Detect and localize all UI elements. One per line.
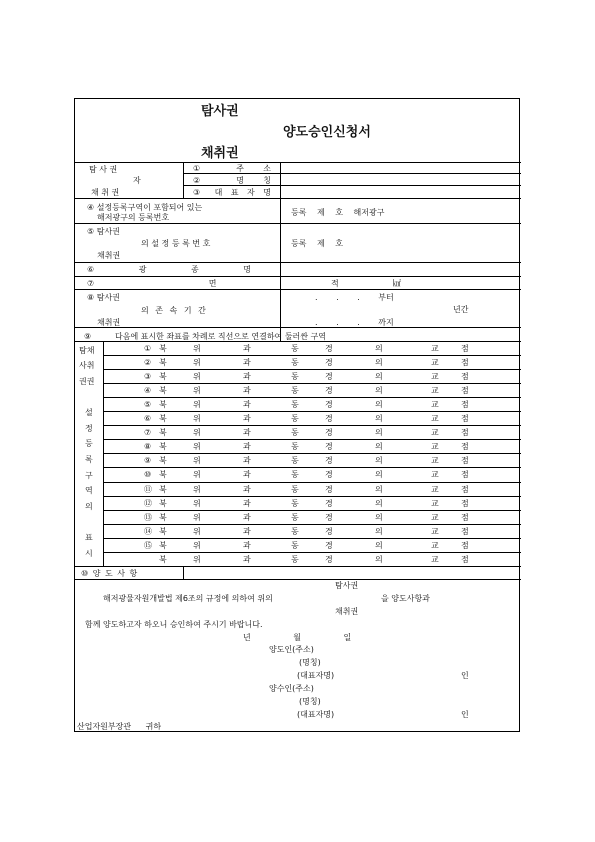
statement-line1-end: 을 양도사항과 — [381, 594, 430, 603]
side-label-char: 정 — [85, 424, 93, 433]
coord-word: 의 — [375, 456, 383, 466]
coord-word: 의 — [375, 358, 383, 368]
coord-word: 점 — [461, 358, 469, 368]
coord-word: 의 — [375, 498, 383, 508]
coord-word: 북 — [159, 428, 167, 438]
coord-word: 의 — [375, 484, 383, 494]
coord-word: 의 — [375, 344, 383, 353]
transferor-name: (명칭) — [299, 658, 321, 667]
rule — [103, 425, 521, 426]
coord-word: 경 — [325, 554, 333, 564]
coord-point-number: ⑧ — [144, 442, 152, 452]
coord-word: 동 — [291, 484, 299, 494]
coord-word: 과 — [243, 498, 251, 508]
row4-value: 등록 제 호 해저광구 — [291, 208, 385, 217]
coord-word: 북 — [159, 386, 167, 396]
rule — [75, 262, 521, 263]
coord-word: 점 — [461, 372, 469, 382]
coord-word: 동 — [291, 372, 299, 382]
row7-unit: ㎢ — [393, 279, 401, 288]
coord-word: 과 — [243, 540, 251, 550]
row4-label-line1: ④ 설정등록구역이 포함되어 있는 — [87, 203, 203, 212]
coord-word: 점 — [461, 526, 469, 536]
coord-word: 교 — [431, 344, 439, 353]
coord-word: 북 — [159, 526, 167, 536]
rule — [75, 566, 521, 567]
coord-point-number: ⑨ — [144, 456, 152, 466]
holder-label-suffix: 자 — [133, 176, 141, 185]
coord-point-number: ④ — [144, 386, 152, 396]
coord-word: 동 — [291, 456, 299, 466]
coord-word: 동 — [291, 442, 299, 452]
coord-word: 의 — [375, 526, 383, 536]
rule — [103, 397, 521, 398]
side-label-char: 의 — [85, 502, 93, 511]
coord-word: 교 — [431, 456, 439, 466]
coord-word: 의 — [375, 428, 383, 438]
coord-word: 위 — [193, 456, 201, 466]
coord-word: 경 — [325, 470, 333, 480]
side-label-char: 표 — [85, 533, 93, 542]
coord-word: 경 — [325, 456, 333, 466]
coord-word: 과 — [243, 344, 251, 353]
coord-word: 북 — [159, 512, 167, 522]
coord-word: 경 — [325, 400, 333, 410]
coord-word: 교 — [431, 372, 439, 382]
coord-point-number: ② — [144, 358, 152, 368]
transferor-address: 양도인(주소) — [269, 645, 314, 654]
coord-word: 점 — [461, 442, 469, 452]
rule — [103, 369, 521, 370]
transferor-seal: 인 — [461, 671, 469, 680]
coord-word: 의 — [375, 554, 383, 564]
rule — [103, 453, 521, 454]
rule — [183, 173, 521, 174]
coord-word: 과 — [243, 484, 251, 494]
coord-word: 교 — [431, 428, 439, 438]
field-address: ① 주 소 — [193, 164, 271, 173]
coord-word: 점 — [461, 400, 469, 410]
row5-label-line3: 채취권 — [97, 251, 121, 260]
side-label-char: 등 — [85, 439, 93, 448]
coord-word: 동 — [291, 498, 299, 508]
row8-label-line2: 의 존 속 기 간 — [141, 306, 206, 315]
statement-type-exploration: 탐사권 — [335, 581, 359, 590]
row4-label-line2: 해저광구의 등록번호 — [97, 213, 170, 222]
coord-word: 교 — [431, 470, 439, 480]
rule — [75, 198, 521, 199]
coord-word: 위 — [193, 344, 201, 353]
coord-word: 위 — [193, 442, 201, 452]
title-type-exploration: 탐사권 — [201, 104, 239, 119]
coord-word: 의 — [375, 540, 383, 550]
coord-word: 점 — [461, 386, 469, 396]
row9-number: ⑨ — [84, 332, 92, 341]
rule — [183, 566, 184, 579]
rule — [103, 467, 521, 468]
coord-word: 위 — [193, 540, 201, 550]
coord-word: 북 — [159, 442, 167, 452]
coord-word: 과 — [243, 358, 251, 368]
coord-word: 동 — [291, 358, 299, 368]
coord-word: 경 — [325, 358, 333, 368]
coord-word: 교 — [431, 554, 439, 564]
coord-word: 북 — [159, 540, 167, 550]
rule — [103, 411, 521, 412]
holder-label-extraction: 채 취 권 — [91, 188, 120, 197]
coord-word: 경 — [325, 386, 333, 396]
statement-type-extraction: 채취권 — [335, 607, 359, 616]
row9-heading: 다음에 표시한 좌표를 차례로 직선으로 연결하여 둘러싼 구역 — [115, 332, 326, 341]
row8-value-years: 년간 — [453, 305, 469, 314]
row7-label: ⑦ 면 적 — [87, 279, 339, 288]
coord-word: 경 — [325, 442, 333, 452]
coord-word: 점 — [461, 414, 469, 424]
row8-label-line3: 채취권 — [97, 318, 121, 327]
coord-word: 동 — [291, 540, 299, 550]
coord-word: 점 — [461, 484, 469, 494]
coord-word: 점 — [461, 470, 469, 480]
coord-word: 경 — [325, 512, 333, 522]
row8-label-line1: ⑧ 탐사권 — [87, 293, 120, 302]
coord-word: 경 — [325, 526, 333, 536]
coord-word: 북 — [159, 344, 167, 353]
row5-label-line1: ⑤ 탐사권 — [87, 227, 120, 236]
row8-value-from: . . . 부터 — [315, 293, 394, 302]
side-label-char: 시 — [85, 549, 93, 558]
coord-word: 과 — [243, 470, 251, 480]
coord-word: 동 — [291, 400, 299, 410]
coord-word: 위 — [193, 512, 201, 522]
coord-point-number: ⑮ — [144, 540, 152, 550]
coord-point-number: ⑫ — [144, 498, 152, 508]
coord-word: 교 — [431, 414, 439, 424]
transferee-representative: (대표자명) — [297, 710, 335, 719]
coord-word: 북 — [159, 358, 167, 368]
coord-word: 점 — [461, 554, 469, 564]
coord-word: 경 — [325, 540, 333, 550]
rule — [75, 341, 521, 342]
coord-word: 교 — [431, 512, 439, 522]
coord-word: 북 — [159, 498, 167, 508]
rule — [75, 223, 521, 224]
coord-word: 동 — [291, 526, 299, 536]
coord-word: 교 — [431, 484, 439, 494]
side-label-char: 구 — [85, 471, 93, 480]
rule — [103, 341, 104, 566]
coord-word: 위 — [193, 358, 201, 368]
transferee-name: (명칭) — [299, 697, 321, 706]
coord-word: 의 — [375, 512, 383, 522]
rule — [75, 289, 521, 290]
side-label-char: 록 — [85, 455, 93, 464]
coord-word: 경 — [325, 372, 333, 382]
coord-word: 점 — [461, 540, 469, 550]
coord-word: 위 — [193, 400, 201, 410]
coord-word: 위 — [193, 554, 201, 564]
coord-point-number: ⑭ — [144, 526, 152, 536]
rule — [103, 439, 521, 440]
title-type-extraction: 채취권 — [201, 146, 239, 161]
coord-word: 교 — [431, 526, 439, 536]
coord-word: 의 — [375, 400, 383, 410]
coord-word: 의 — [375, 414, 383, 424]
coord-word: 교 — [431, 400, 439, 410]
coord-word: 위 — [193, 526, 201, 536]
rule — [280, 162, 281, 198]
coord-word: 교 — [431, 540, 439, 550]
rule — [75, 579, 521, 580]
coord-word: 점 — [461, 512, 469, 522]
row5-value: 등록 제 호 — [291, 239, 343, 248]
rule — [103, 383, 521, 384]
side-label-char: 탐채 — [79, 346, 95, 355]
coord-word: 의 — [375, 386, 383, 396]
coord-word: 북 — [159, 414, 167, 424]
form-title: 양도승인신청서 — [283, 125, 371, 140]
rule — [103, 355, 521, 356]
coord-word: 교 — [431, 358, 439, 368]
rule — [75, 327, 521, 328]
coord-word: 동 — [291, 554, 299, 564]
row5-label-line2: 의 설 정 등 록 번 호 — [141, 239, 211, 248]
coord-point-number: ⑪ — [144, 484, 152, 494]
rule — [103, 510, 521, 511]
coord-word: 위 — [193, 372, 201, 382]
coord-word: 위 — [193, 414, 201, 424]
coord-point-number: ⑦ — [144, 428, 152, 438]
coord-word: 동 — [291, 344, 299, 353]
coord-word: 의 — [375, 442, 383, 452]
coord-point-number: ③ — [144, 372, 152, 382]
rule — [103, 482, 521, 483]
coord-word: 점 — [461, 456, 469, 466]
coord-word: 북 — [159, 372, 167, 382]
coord-word: 북 — [159, 470, 167, 480]
coord-word: 북 — [159, 484, 167, 494]
coord-word: 동 — [291, 512, 299, 522]
rule — [75, 276, 521, 277]
transferee-address: 양수인(주소) — [269, 684, 314, 693]
statement-date: 년 월 일 — [243, 633, 352, 642]
coord-word: 경 — [325, 484, 333, 494]
coord-word: 과 — [243, 512, 251, 522]
field-name: ② 명 칭 — [193, 176, 271, 185]
coord-word: 동 — [291, 428, 299, 438]
rule — [75, 162, 521, 163]
coord-word: 과 — [243, 456, 251, 466]
coord-point-number: ⑥ — [144, 414, 152, 424]
coord-word: 과 — [243, 554, 251, 564]
coord-word: 의 — [375, 470, 383, 480]
rule — [103, 538, 521, 539]
coord-word: 교 — [431, 386, 439, 396]
coord-point-number: ⑬ — [144, 512, 152, 522]
row10-label: ⑩ 양 도 사 항 — [81, 569, 138, 578]
side-label-char: 역 — [85, 486, 93, 495]
row8-value-until: . . . 까지 — [315, 318, 394, 327]
recipient: 산업자원부장관 귀하 — [77, 722, 162, 731]
field-representative: ③ 대 표 자 명 — [193, 188, 271, 197]
coord-word: 과 — [243, 372, 251, 382]
coord-word: 북 — [159, 456, 167, 466]
coord-word: 점 — [461, 428, 469, 438]
coord-word: 과 — [243, 428, 251, 438]
coord-word: 점 — [461, 344, 469, 353]
coord-word: 과 — [243, 526, 251, 536]
coord-word: 동 — [291, 414, 299, 424]
statement-line2: 함께 양도하고자 하오니 승인하여 주시기 바랍니다. — [85, 620, 263, 629]
coord-word: 의 — [375, 372, 383, 382]
coord-word: 교 — [431, 498, 439, 508]
coord-word: 점 — [461, 498, 469, 508]
side-label-char: 설 — [85, 408, 93, 417]
coord-word: 위 — [193, 428, 201, 438]
rule — [280, 198, 281, 341]
transferee-seal: 인 — [461, 710, 469, 719]
holder-label-exploration: 탐 사 권 — [89, 165, 118, 174]
coord-word: 위 — [193, 484, 201, 494]
coord-word: 경 — [325, 498, 333, 508]
coord-word: 경 — [325, 344, 333, 353]
coord-point-number: ① — [144, 344, 152, 353]
side-label-char: 사취 — [79, 361, 95, 370]
statement-line1: 해저광물자원개발법 제6조의 규정에 의하여 위의 — [103, 594, 273, 603]
row6-label: ⑥ 광 종 명 — [87, 265, 251, 274]
coord-word: 경 — [325, 428, 333, 438]
application-form — [74, 98, 520, 732]
coord-point-number: ⑤ — [144, 400, 152, 410]
coord-word: 북 — [159, 554, 167, 564]
coord-word: 과 — [243, 386, 251, 396]
coord-word: 위 — [193, 470, 201, 480]
coord-word: 위 — [193, 386, 201, 396]
coord-word: 과 — [243, 414, 251, 424]
coord-word: 과 — [243, 442, 251, 452]
coord-word: 위 — [193, 498, 201, 508]
rule — [103, 496, 521, 497]
coord-word: 동 — [291, 470, 299, 480]
rule — [183, 185, 521, 186]
rule — [183, 162, 184, 198]
side-label-char: 권권 — [79, 377, 95, 386]
rule — [103, 552, 521, 553]
coord-word: 경 — [325, 414, 333, 424]
coord-word: 과 — [243, 400, 251, 410]
coord-word: 교 — [431, 442, 439, 452]
coord-point-number: ⑩ — [144, 470, 152, 480]
coord-word: 동 — [291, 386, 299, 396]
coord-word: 북 — [159, 400, 167, 410]
transferor-representative: (대표자명) — [297, 671, 335, 680]
rule — [103, 524, 521, 525]
